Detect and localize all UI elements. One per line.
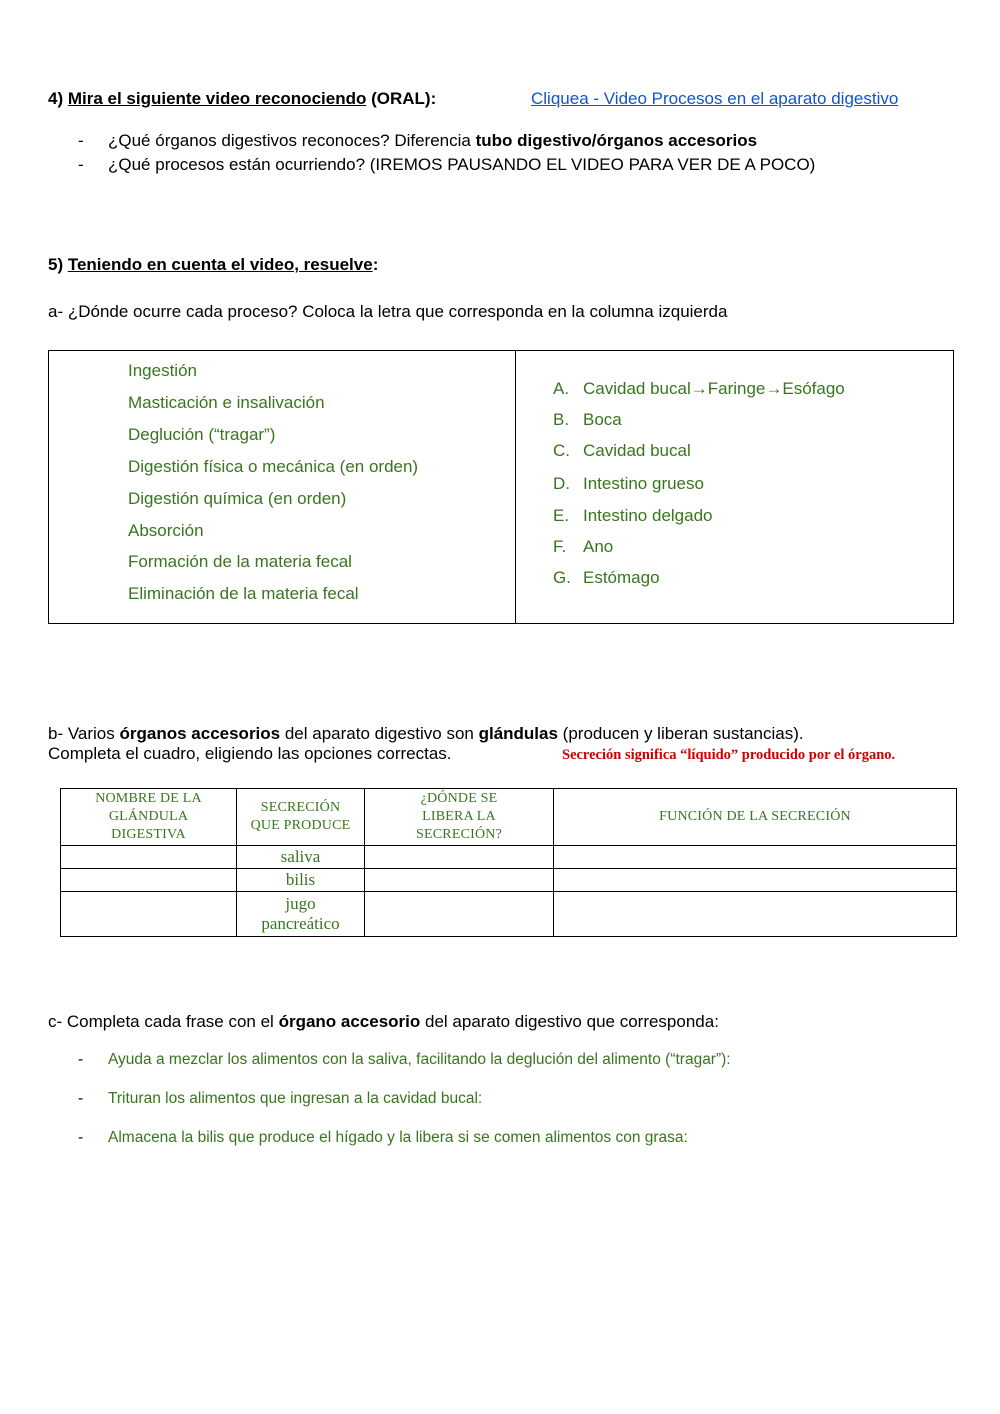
option-letter: D.	[553, 474, 570, 493]
table-row	[61, 869, 957, 892]
header-line: NOMBRE DE LA	[95, 791, 202, 806]
bullet-text: ¿Qué procesos están ocurriendo? (IREMOS PAUSANDO EL VIDEO PARA VER DE A POCO)	[108, 155, 816, 174]
secretion-note: Secreción significa “líquido” producido por el órgano.	[562, 747, 896, 763]
section-5-heading	[48, 255, 378, 275]
header-line: LIBERA LA	[422, 809, 496, 824]
option-letter: E.	[553, 506, 570, 525]
item-dash: -	[78, 1051, 84, 1068]
part-a-instruction: a- ¿Dónde ocurre cada proceso? Coloca la letra que corresponda en la columna izquierda	[48, 302, 728, 321]
box-divider	[515, 351, 516, 623]
item-text: Almacena la bilis que produce el hígado y la libera si se comen alimentos con grasa:	[108, 1129, 688, 1146]
header-secretion	[237, 789, 365, 846]
secretion-cell	[237, 892, 365, 937]
process-item: Absorción	[128, 521, 204, 540]
header-line: GLÁNDULA	[108, 809, 189, 824]
release-site-cell[interactable]	[365, 846, 554, 869]
gland-name-cell[interactable]	[61, 846, 237, 869]
process-item: Deglución (“tragar”)	[128, 425, 276, 444]
release-site-cell[interactable]	[365, 892, 554, 937]
header-release-site	[365, 789, 554, 846]
process-matching-box	[48, 350, 954, 624]
secretion-cell: saliva	[237, 846, 365, 869]
table-row	[61, 892, 957, 937]
header-line: SECRECIÓN?	[416, 827, 502, 842]
section-5-title-suffix: :	[372, 255, 379, 274]
part-c-text: del aparato digestivo que corresponda:	[420, 1012, 719, 1031]
process-item: Ingestión	[128, 361, 197, 380]
header-gland-name	[61, 789, 237, 846]
option-text: Cavidad bucal→Faringe→Esófago	[583, 379, 845, 398]
header-line: ¿DÓNDE SE	[420, 791, 498, 806]
section-4-title-suffix: (ORAL):	[366, 89, 437, 108]
option-text: Intestino grueso	[583, 474, 704, 493]
part-b-bold: glándulas	[478, 724, 558, 743]
option-text: Cavidad bucal	[583, 441, 691, 460]
header-function	[554, 789, 957, 846]
section-4-number: 4)	[48, 89, 68, 108]
bullet-dash: -	[78, 131, 84, 150]
part-b-line-2: Completa el cuadro, eligiendo las opciones correctas.	[48, 744, 452, 763]
part-b-text: b- Varios	[48, 724, 120, 743]
item-dash: -	[78, 1129, 84, 1146]
option-letter: B.	[553, 410, 570, 429]
process-item: Eliminación de la materia fecal	[128, 584, 359, 603]
section-5-number: 5)	[48, 255, 68, 274]
option-letter: F.	[553, 537, 567, 556]
table-row	[61, 846, 957, 869]
option-letter: A.	[553, 379, 570, 398]
header-line: SECRECIÓN	[260, 800, 341, 815]
option-letter: C.	[553, 441, 570, 460]
glands-table	[60, 788, 957, 937]
function-cell[interactable]	[554, 846, 957, 869]
gland-name-cell[interactable]	[61, 892, 237, 937]
part-c-text: c- Completa cada frase con el	[48, 1012, 279, 1031]
part-b-text: (producen y liberan sustancias).	[557, 724, 804, 743]
process-item: Masticación e insalivación	[128, 393, 325, 412]
table-header-row	[61, 789, 957, 846]
function-cell[interactable]	[554, 869, 957, 892]
gland-name-cell[interactable]	[61, 869, 237, 892]
process-item: Digestión química (en orden)	[128, 489, 347, 508]
bullet-text-bold: tubo digestivo/órganos accesorios	[475, 131, 758, 150]
section-4-title: Mira el siguiente video reconociendo	[67, 89, 367, 108]
video-link[interactable]: Cliquea - Video Procesos en el aparato digestivo	[531, 89, 899, 108]
bullet-dash: -	[78, 155, 84, 174]
option-text: Estómago	[583, 568, 660, 587]
header-line: QUE PRODUCE	[250, 818, 351, 833]
process-item: Digestión física o mecánica (en orden)	[128, 457, 419, 476]
part-c-instruction	[48, 1012, 719, 1032]
bullet-text	[108, 131, 757, 151]
part-c-bold: órgano accesorio	[278, 1012, 421, 1031]
section-4-heading	[48, 89, 436, 109]
item-text: Trituran los alimentos que ingresan a la cavidad bucal:	[108, 1090, 483, 1107]
process-item: Formación de la materia fecal	[128, 552, 352, 571]
part-b-bold: órganos accesorios	[119, 724, 281, 743]
section-5-title: Teniendo en cuenta el video, resuelve	[67, 255, 373, 274]
secretion-line: pancreático	[261, 914, 340, 933]
part-b-line-1	[48, 724, 804, 744]
option-text: Boca	[583, 410, 622, 429]
option-text: Ano	[583, 537, 614, 556]
item-text: Ayuda a mezclar los alimentos con la saliva, facilitando la deglución del alimento (“tragar”):	[108, 1051, 731, 1068]
release-site-cell[interactable]	[365, 869, 554, 892]
header-line: DIGESTIVA	[111, 827, 186, 842]
option-letter: G.	[553, 568, 571, 587]
function-cell[interactable]	[554, 892, 957, 937]
bullet-text-plain: ¿Qué órganos digestivos reconoces? Diferencia	[108, 131, 476, 150]
item-dash: -	[78, 1090, 84, 1107]
part-b-text: del aparato digestivo son	[280, 724, 479, 743]
secretion-cell: bilis	[237, 869, 365, 892]
secretion-line: jugo	[285, 894, 316, 913]
option-text: Intestino delgado	[583, 506, 713, 525]
header-line: FUNCIÓN DE LA SECRECIÓN	[659, 809, 851, 824]
